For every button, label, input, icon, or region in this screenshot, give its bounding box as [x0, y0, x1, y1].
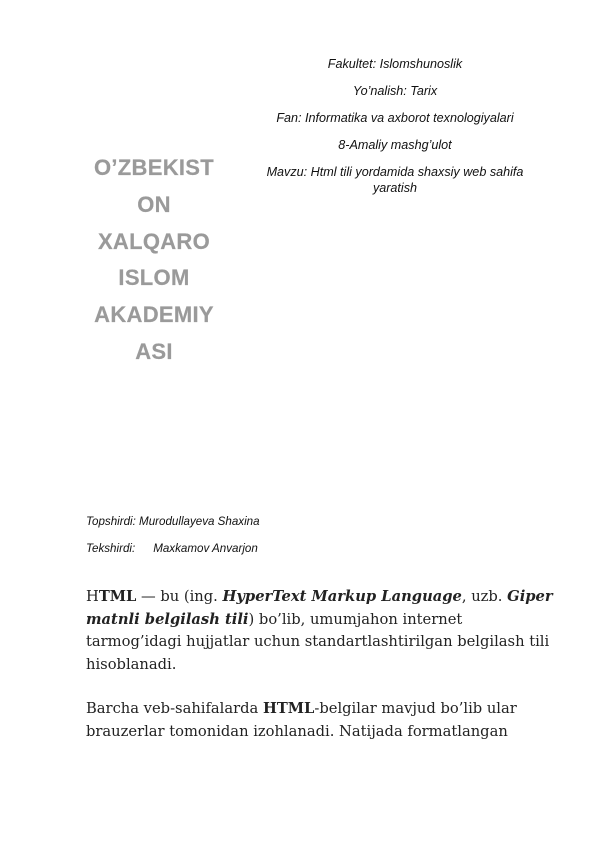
direction-line: Yo’nalish: Tarix	[352, 84, 438, 98]
topic-line-2: yaratish	[372, 181, 418, 195]
institution-line-2: ON	[137, 191, 171, 217]
paragraph-1: HTML — bu (ing. HyperText Markup Language, uzb. Giper matnli belgilash tili) bo’lib, umumjahon internet tarmog’idagi hujjatlar uchun standartlashtirilgan belgilash tili hisoblanadi.	[86, 588, 553, 673]
term-uzbek: Giper matnli belgilash tili	[86, 588, 553, 628]
signature-block	[86, 514, 260, 568]
institution-name	[84, 150, 224, 371]
institution-line-4: ISLOM	[118, 265, 190, 291]
lesson-line: 8-Amaliy mashg’ulot	[338, 138, 452, 152]
topic-line-1: Mavzu: Html tili yordamida shaxsiy web sahifa	[266, 165, 524, 179]
institution-line-3: XALQARO	[97, 228, 211, 254]
institution-line-6: ASI	[135, 338, 173, 364]
institution-line-5: AKADEMIY	[94, 302, 214, 328]
paragraph-2: Barcha veb-sahifalarda HTML-belgilar mavjud bo’lib ular brauzerlar tomonidan izohlanadi. Natijada formatlangan	[86, 700, 517, 740]
term-english: HyperText Markup Language	[222, 588, 462, 605]
title-page-info	[230, 56, 560, 196]
checked-by-name: Maxkamov Anvarjon	[153, 542, 258, 555]
faculty-line: Fakultet: Islomshunoslik	[327, 57, 463, 71]
subject-line: Fan: Informatika va axborot texnologiyalari	[276, 111, 514, 125]
submitted-by: Topshirdi: Murodullayeva Shaxina	[86, 515, 260, 528]
checked-by	[86, 541, 260, 557]
checked-by-label: Tekshirdi:	[86, 542, 136, 555]
body-text	[86, 586, 556, 743]
institution-line-1: O’ZBEKIST	[93, 155, 215, 180]
